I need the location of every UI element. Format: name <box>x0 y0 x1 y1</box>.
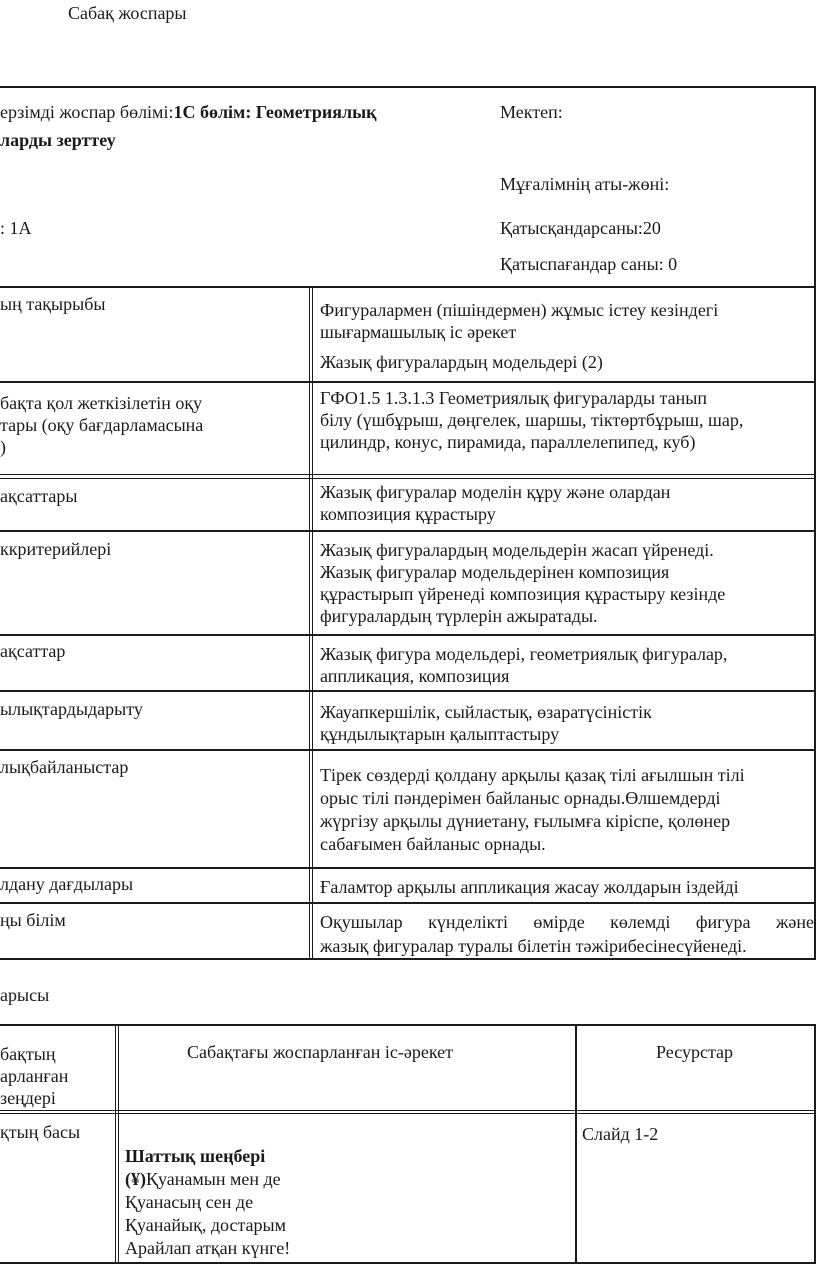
activity-line-1 <box>125 1169 281 1190</box>
value-line: Жазық фигуралар модельдерінен композиция <box>320 562 670 582</box>
row-value-topic-sub: Жазық фигуралардың модельдері (2) <box>320 352 603 372</box>
plan-header-resources: Ресурстар <box>656 1042 734 1062</box>
value-line: шығармашылық іс әрекет <box>320 322 517 342</box>
present-count: Қатысқандарсаны:20 <box>500 218 661 238</box>
plan-header-stage <box>0 1043 68 1109</box>
activity-title: Шаттық шеңбері <box>125 1146 266 1166</box>
table-bottom-border <box>0 958 816 960</box>
header-line: арланған <box>0 1066 69 1086</box>
value-line: фигуралардың түрлерін ажыратады. <box>320 606 598 626</box>
row-value-ict-skills <box>320 876 739 898</box>
row-divider <box>0 690 816 692</box>
plan-table-bottom <box>0 1262 816 1264</box>
value-line: жүргізу арқылы дүниетану, ғылымға кіріспе, қолөнер <box>320 811 731 831</box>
row-divider <box>0 530 816 532</box>
teacher-label: Мұғалімнің аты-жөні: <box>500 174 670 194</box>
col-divider-inner <box>312 286 313 960</box>
label-line: ылықтардыдарыту <box>0 699 143 719</box>
label-line: лықбайланыстар <box>0 757 129 777</box>
row-label-learning-objectives <box>0 392 203 458</box>
row-divider <box>0 867 816 869</box>
plan-col-divider-inner <box>118 1024 119 1264</box>
row-divider <box>0 902 816 904</box>
row-label-topic <box>0 293 106 315</box>
value-line: Тірек сөздерді қолдану арқылы қазақ тілі ағылшын тілі <box>320 765 745 785</box>
value-line: орыс тілі пәндерімен байланыс орнады.Өлшемдерді <box>320 788 721 808</box>
row-value-values <box>320 701 652 745</box>
row-divider <box>0 474 816 475</box>
resources-slide: Слайд 1-2 <box>582 1124 659 1144</box>
value-line: Жауапкершілік, сыйластық, өзаратүсіністік <box>320 702 652 722</box>
row-label-prior-knowledge <box>0 909 66 931</box>
row-label-goals <box>0 485 78 507</box>
value-line: жазық фигуралар туралы білетін тәжірибесінесүйенеді. <box>320 936 747 956</box>
value-line: композиция құрастыру <box>320 504 496 524</box>
long-term-plan <box>0 102 377 123</box>
label-line: лдану дағдылары <box>0 874 134 894</box>
label-line: ңы білім <box>0 910 66 930</box>
long-term-plan-cont: ларды зерттеу <box>0 130 116 150</box>
row-label-ict-skills <box>0 873 133 895</box>
value-line: құндылықтарын қалыптастыру <box>320 724 560 744</box>
value-line: Жазық фигуралардың модельдерін жасап үйренеді. <box>320 540 714 560</box>
long-term-plan-label: ерзімді жоспар бөлімі: <box>0 102 174 122</box>
value-line: Оқушылар күнделікті өмірде көлемді фигура және <box>320 912 814 932</box>
row-divider <box>0 381 816 383</box>
school-label: Мектеп: <box>500 102 563 122</box>
row-value-prior-knowledge <box>320 910 814 958</box>
value-line: білу (үшбұрыш, дөңгелек, шаршы, тіктөртбұрыш, шар, <box>320 410 744 430</box>
label-line: ақсаттары <box>0 486 78 506</box>
plan-header-bottom-inner <box>0 1113 816 1114</box>
value-line: цилиндр, конус, пирамида, параллелепипед, куб) <box>320 432 696 452</box>
row-label-cross-curricular <box>0 756 128 778</box>
row-label-values <box>0 698 143 720</box>
plan-header-bottom <box>0 1110 816 1111</box>
plan-stage-start: қтың басы <box>0 1122 81 1142</box>
label-line: ккритерийлері <box>0 539 112 559</box>
col-divider <box>309 286 310 960</box>
label-line: тары (оқу бағдарламасына <box>0 415 204 435</box>
table-top-border <box>0 86 816 88</box>
value-line: Жазық фигура модельдері, геометриялық фигуралар, <box>320 644 728 664</box>
value-line: Ғаламтор арқылы аппликация жасау жолдарын іздейді <box>320 877 739 897</box>
row-divider <box>0 634 816 636</box>
row-value-learning-objectives <box>320 387 743 453</box>
info-bottom-border <box>0 286 816 288</box>
header-line: бақтың <box>0 1044 56 1064</box>
plan-col-divider <box>115 1024 116 1264</box>
plan-header-activity: Сабақтағы жоспарланған іс-әрекет <box>187 1042 453 1062</box>
row-value-topic <box>320 299 718 343</box>
value-line: құрастырып үйренеді композиция құрастыру кезінде <box>320 584 726 604</box>
label-line: ақсаттар <box>0 641 66 661</box>
value-line: сабағымен байланыс орнады. <box>320 834 546 854</box>
value-line: Фигуралармен (пішіндермен) жұмыс істеу кезіндегі <box>320 300 719 320</box>
row-divider <box>0 478 816 479</box>
label-line: ) <box>0 437 6 457</box>
row-label-language-goals <box>0 640 65 662</box>
activity-text: Қуанамын мен де <box>146 1169 281 1189</box>
currency-symbol: (¥) <box>125 1169 146 1189</box>
value-line: аппликация, композиция <box>320 666 510 686</box>
value-line: ГФО1.5 1.3.1.3 Геометриялық фигураларды танып <box>320 388 707 408</box>
label-line: бақта қол жеткізілетін оқу <box>0 393 203 413</box>
label-line: ың тақырыбы <box>0 294 106 314</box>
class-label: : 1А <box>0 218 32 238</box>
row-value-criteria <box>320 539 725 627</box>
activity-line-2: Қуанасың сен де <box>125 1192 254 1212</box>
plan-table-top <box>0 1024 816 1026</box>
value-line: Жазық фигуралар моделін құру және олардан <box>320 482 671 502</box>
plan-col-divider <box>575 1024 577 1264</box>
row-divider <box>0 749 816 751</box>
activity-line-3: Қуанайық, достарым <box>125 1215 287 1235</box>
row-value-language-goals <box>320 643 727 687</box>
activity-line-4: Арайлап атқан күнге! <box>125 1238 291 1258</box>
row-value-goals <box>320 481 670 525</box>
long-term-plan-value: 1С бөлім: Геометриялық <box>173 102 377 122</box>
absent-count: Қатыспағандар саны: 0 <box>500 254 678 274</box>
row-value-cross-curricular <box>320 764 745 856</box>
page-title: Сабақ жоспары <box>68 3 187 23</box>
section-label: арысы <box>0 985 50 1005</box>
row-label-criteria <box>0 538 111 560</box>
header-line: зеңдері <box>0 1088 56 1108</box>
